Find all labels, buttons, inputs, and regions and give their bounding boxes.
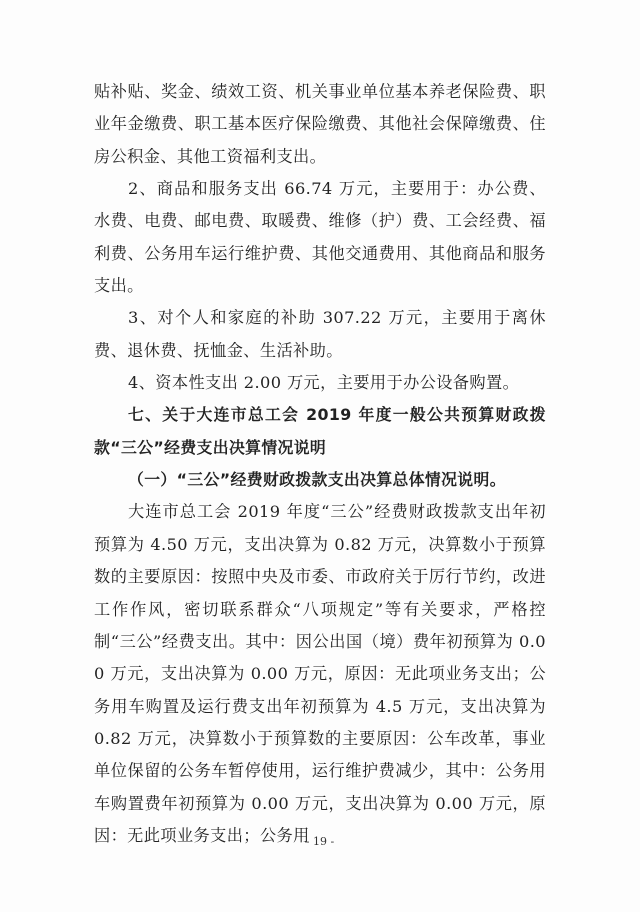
paragraph-goods-and-services: 2、商品和服务支出 66.74 万元，主要用于：办公费、水费、电费、邮电费、取暖费、维修（护）费、工会经费、福利费、公务用车运行维护费、其他交通费用、其他商品和服务支出。	[94, 179, 546, 296]
paragraph-three-public-details: 大连市总工会 2019 年度“三公”经费财政拨款支出年初预算为 4.50 万元，支出决算为 0.82 万元，决算数小于预算数的主要原因：按照中央及市委、市政府关于厉行节约，改进工作作风，密切联系群众“八项规定”等有关要求，严格控制“三公”经费支出。其中：因公出国（境）费年初预算为 0.00 万元，支出决算为 0.00 万元，原因：无此项业务支出；公务用车购置及运行费支出年初预算为 4.5 万元，支出决算为 0.82 万元，决算数小于预算数的主要原因：公车改革，事业单位保留的公务车暂停使用，运行维护费减少，其中：公务用车购置费年初预算为 0.00 万元，支出决算为 0.00 万元，原因：无此项业务支出；公务用	[94, 502, 546, 845]
document-body	[94, 76, 546, 852]
subsection-heading-overview: （一）“三公”经费财政拨款支出决算总体情况说明。	[128, 470, 506, 490]
paragraph-household-subsidies: 3、对个人和家庭的补助 307.22 万元，主要用于离休费、退休费、抚恤金、生活补助。	[94, 308, 546, 360]
paragraph-capital-expenditure: 4、资本性支出 2.00 万元，主要用于办公设备购置。	[128, 373, 520, 393]
section-heading-three-public: 七、关于大连市总工会 2019 年度一般公共预算财政拨款“三公”经费支出决算情况说明	[94, 405, 546, 457]
paragraph-continued-wage-items: 贴补贴、奖金、绩效工资、机关事业单位基本养老保险费、职业年金缴费、职工基本医疗保险缴费、其他社会保障缴费、住房公积金、其他工资福利支出。	[94, 82, 546, 166]
page-number: - 19 -	[305, 835, 335, 848]
